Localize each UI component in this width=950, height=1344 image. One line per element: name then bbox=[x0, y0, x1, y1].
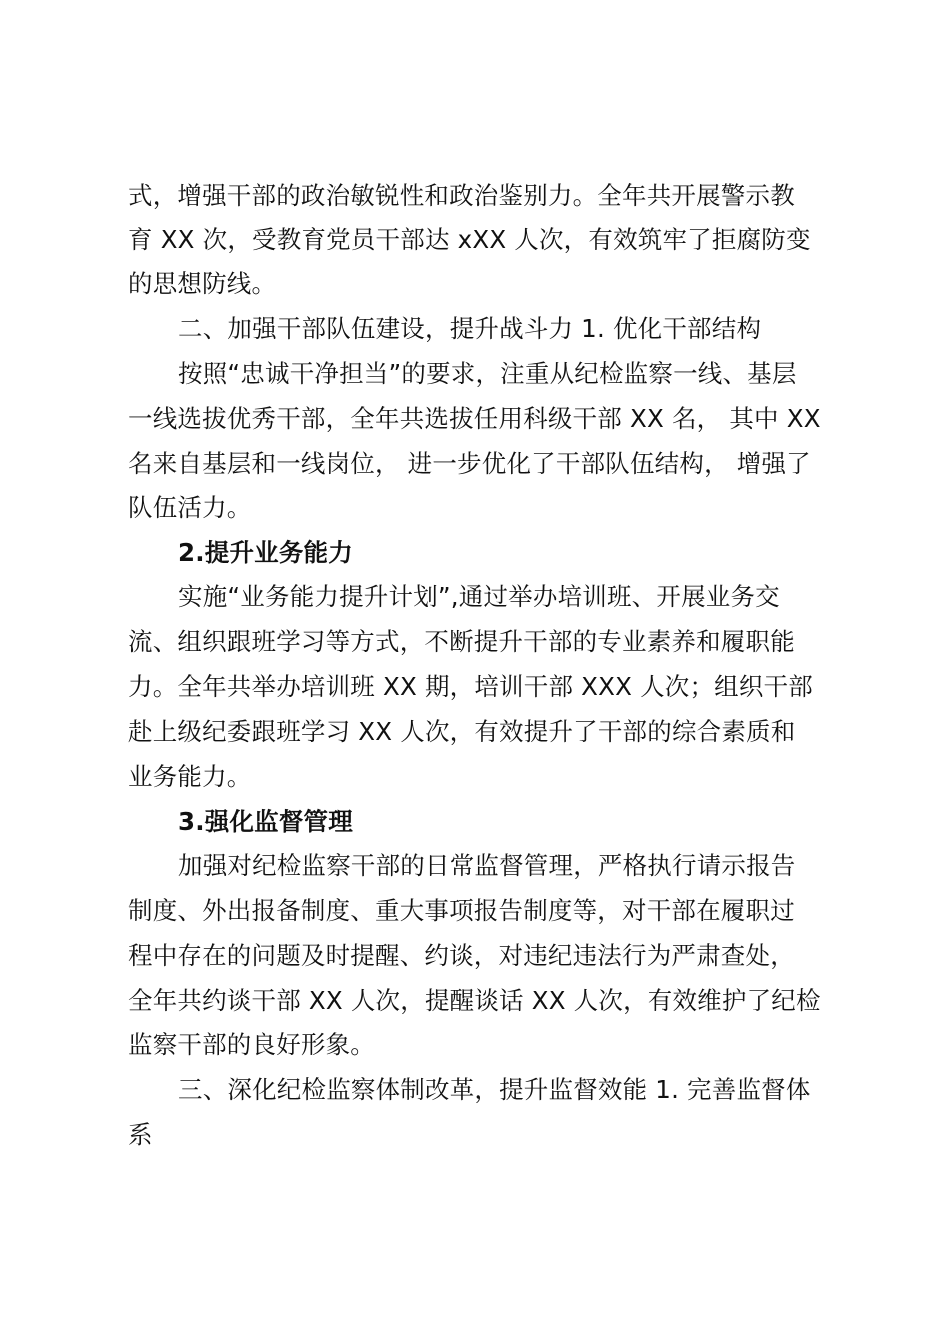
paragraph-line: 名来自基层和一线岗位， 进一步优化了干部队伍结构， 增强了 bbox=[128, 449, 811, 478]
paragraph-line: 流、组织跟班学习等方式，不断提升干部的专业素养和履职能 bbox=[128, 627, 795, 656]
paragraph-line: 实施“业务能力提升计划”,通过举办培训班、开展业务交 bbox=[178, 582, 780, 611]
paragraph-line: 按照“忠诚干净担当”的要求，注重从纪检监察一线、基层 bbox=[178, 359, 797, 388]
paragraph-line: 制度、外出报备制度、重大事项报告制度等，对干部在履职过 bbox=[128, 896, 795, 925]
subsection-heading: 2.提升业务能力 bbox=[178, 538, 353, 567]
subsection-heading: 3.强化监督管理 bbox=[178, 807, 353, 836]
paragraph-line: 队伍活力。 bbox=[128, 493, 252, 522]
paragraph-line: 业务能力。 bbox=[128, 762, 252, 791]
paragraph-line: 一线选拔优秀干部，全年共选拔任用科级干部 XX 名， 其中 XX bbox=[128, 404, 821, 433]
paragraph-line: 式，增强干部的政治敏锐性和政治鉴别力。全年共开展警示教 bbox=[128, 181, 795, 210]
paragraph-line: 力。全年共举办培训班 XX 期，培训干部 XXX 人次；组织干部 bbox=[128, 672, 813, 701]
paragraph-line: 加强对纪检监察干部的日常监督管理，严格执行请示报告 bbox=[178, 851, 796, 880]
section-heading: 二、加强干部队伍建设，提升战斗力 1. 优化干部结构 bbox=[178, 314, 762, 343]
paragraph-line: 育 XX 次，受教育党员干部达 xXX 人次，有效筑牢了拒腐防变 bbox=[128, 225, 811, 254]
paragraph-line: 程中存在的问题及时提醒、约谈，对违纪违法行为严肃查处， bbox=[128, 941, 795, 970]
section-heading: 三、深化纪检监察体制改革，提升监督效能 1. 完善监督体 bbox=[178, 1075, 811, 1104]
paragraph-line: 赴上级纪委跟班学习 XX 人次，有效提升了干部的综合素质和 bbox=[128, 717, 796, 746]
paragraph-line: 全年共约谈干部 XX 人次，提醒谈话 XX 人次，有效维护了纪检 bbox=[128, 986, 821, 1015]
paragraph-line: 系 bbox=[128, 1120, 153, 1149]
paragraph-line: 的思想防线。 bbox=[128, 269, 277, 298]
paragraph-line: 监察干部的良好形象。 bbox=[128, 1030, 375, 1059]
